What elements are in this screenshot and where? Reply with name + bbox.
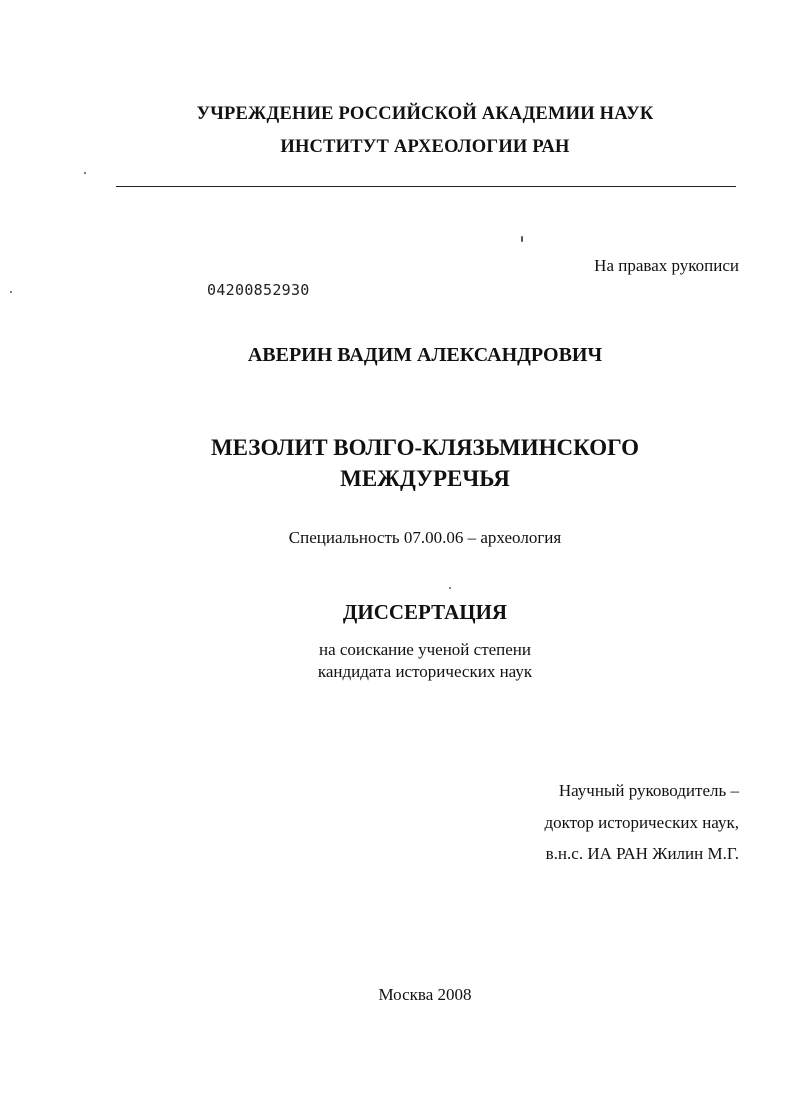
degree-line-1: на соискание ученой степени xyxy=(318,640,532,659)
supervisor-line-1: Научный руководитель – xyxy=(558,781,739,800)
header-divider xyxy=(116,186,736,187)
institution-name: УЧРЕЖДЕНИЕ РОССИЙСКОЙ АКАДЕМИИ НАУК xyxy=(196,104,654,124)
supervisor-line-3: в.н.с. ИА РАН Жилин М.Г. xyxy=(545,844,739,863)
supervisor-block xyxy=(544,775,739,870)
scan-speck xyxy=(84,172,86,174)
supervisor-line-2: доктор исторических наук, xyxy=(544,812,739,832)
manuscript-rights-note: На правах рукописи xyxy=(594,256,739,275)
document-type-heading: ДИССЕРТАЦИЯ xyxy=(342,600,508,624)
title-line-2: МЕЖДУРЕЧЬЯ xyxy=(340,466,510,491)
city-year: Москва 2008 xyxy=(378,985,472,1004)
title-line-1: МЕЗОЛИТ ВОЛГО-КЛЯЗЬМИНСКОГО xyxy=(210,435,640,460)
degree-line-2: кандидата исторических наук xyxy=(317,662,533,681)
scan-speck xyxy=(449,587,451,589)
institute-name: ИНСТИТУТ АРХЕОЛОГИИ РАН xyxy=(280,137,570,157)
author-name: АВЕРИН ВАДИМ АЛЕКСАНДРОВИЧ xyxy=(247,344,603,366)
dissertation-title xyxy=(26,432,798,494)
degree-description xyxy=(26,639,798,683)
archive-number: 04200852930 xyxy=(207,281,310,299)
speciality: Специальность 07.00.06 – археология xyxy=(288,528,562,547)
scan-speck xyxy=(10,291,12,293)
scan-speck xyxy=(521,236,523,242)
